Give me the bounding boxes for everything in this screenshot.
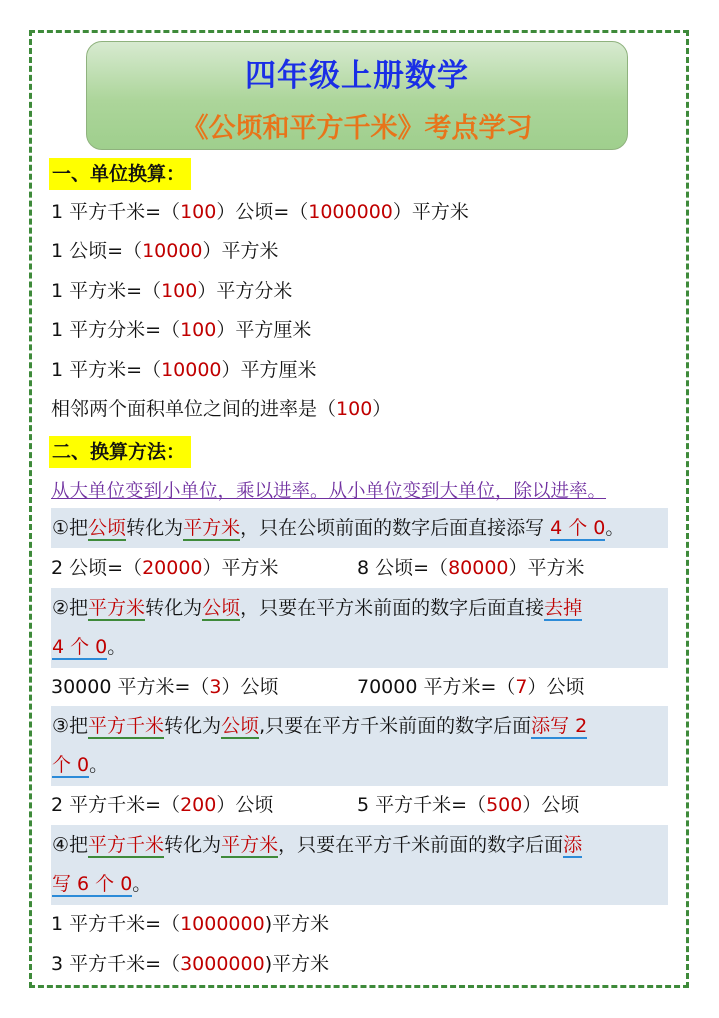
line-text: ）公顷 <box>216 794 274 816</box>
line-text: 5 平方千米=（ <box>357 794 487 816</box>
answer-value: 1000000 <box>308 201 393 223</box>
line-text: ）平方米 <box>508 557 585 579</box>
line-text: )平方米 <box>264 953 330 975</box>
line-text: ）平方米 <box>392 201 469 223</box>
line-text: 1 公顷=（ <box>51 240 143 262</box>
method-box-2 <box>51 588 668 668</box>
method-box-3 <box>51 706 668 786</box>
answer-value: 100 <box>180 319 217 341</box>
line-text: ）平方米 <box>202 557 279 579</box>
answer-value: 100 <box>161 280 198 302</box>
method-text-part: 。 <box>107 636 127 658</box>
line-text: 30000 平方米=（ <box>51 676 210 698</box>
line-text: ）平方厘米 <box>221 359 317 381</box>
answer-value: 80000 <box>448 557 509 579</box>
method-text-part: 。 <box>89 754 109 776</box>
method-text-part: 。 <box>132 873 152 895</box>
conversion-rule: 从大单位变到小单位，乘以进率。从小单位变到大单位，除以进率。 <box>51 481 607 502</box>
line-text: 1 平方米=（ <box>51 280 162 302</box>
method-text-part: ，只要在平方米前面的数字后面直接 <box>240 597 545 619</box>
unit-highlight: 平方米 <box>88 597 146 619</box>
key-highlight: 个 0 <box>52 754 90 776</box>
line-text: ） <box>372 398 392 420</box>
unit-highlight: 公顷 <box>221 715 260 737</box>
method-prefix: ③把 <box>52 715 89 737</box>
method-text <box>52 628 126 666</box>
answer-value: 10000 <box>161 359 222 381</box>
section-heading-unit-conversion: 一、单位换算： <box>49 158 191 190</box>
example-line <box>51 952 329 976</box>
answer-value: 10000 <box>142 240 203 262</box>
line-text: 1 平方米=（ <box>51 359 162 381</box>
line-text: 2 公顷=（ <box>51 557 143 579</box>
line-text: ）平方分米 <box>197 280 293 302</box>
method-text-part: 转化为 <box>164 715 222 737</box>
example-line <box>357 793 579 817</box>
method-prefix: ①把 <box>52 517 89 539</box>
unit-highlight: 平方米 <box>183 517 241 539</box>
method-text-part: 。 <box>605 517 625 539</box>
line-text: 1 平方千米=（ <box>51 913 181 935</box>
answer-value: 3 <box>209 676 222 698</box>
example-line <box>51 556 279 580</box>
line-text: 1 平方千米=（ <box>51 201 181 223</box>
line-text: 8 公顷=（ <box>357 557 449 579</box>
method-text-part: 转化为 <box>164 834 222 856</box>
line-text: 3 平方千米=（ <box>51 953 181 975</box>
page-subtitle: 《公顷和平方千米》考点学习 <box>181 113 533 144</box>
unit-highlight: 平方千米 <box>88 715 165 737</box>
answer-value: 100 <box>180 201 217 223</box>
example-line <box>357 556 585 580</box>
answer-value: 1000000 <box>180 913 265 935</box>
answer-value: 500 <box>486 794 523 816</box>
method-text <box>52 589 582 627</box>
example-line <box>51 675 279 699</box>
title-banner <box>86 41 628 150</box>
key-highlight: 4 个 0 <box>52 636 108 658</box>
line-text: ）公顷=（ <box>216 201 309 223</box>
method-text-part: ，只要在平方千米前面的数字后面 <box>278 834 564 856</box>
conversion-line <box>51 397 391 421</box>
line-text: ）公顷 <box>221 676 279 698</box>
example-line <box>357 675 585 699</box>
conversion-line <box>51 239 279 263</box>
key-highlight: 写 6 个 0 <box>52 873 133 895</box>
conversion-line <box>51 200 469 224</box>
conversion-line <box>51 318 311 342</box>
line-text: ）公顷 <box>522 794 580 816</box>
line-text: )平方米 <box>264 913 330 935</box>
line-text: 相邻两个面积单位之间的进率是（ <box>51 398 337 420</box>
conversion-line <box>51 279 292 303</box>
method-prefix: ④把 <box>52 834 89 856</box>
line-text: 70000 平方米=（ <box>357 676 516 698</box>
line-text: ）平方米 <box>202 240 279 262</box>
unit-highlight: 平方千米 <box>88 834 165 856</box>
example-line <box>51 912 329 936</box>
line-text: 2 平方千米=（ <box>51 794 181 816</box>
unit-highlight: 公顷 <box>88 517 127 539</box>
key-highlight: 添写 2 <box>531 715 588 737</box>
line-text: ）公顷 <box>527 676 585 698</box>
answer-value: 100 <box>336 398 373 420</box>
page-title: 四年级上册数学 <box>245 58 469 94</box>
method-text <box>52 865 151 903</box>
conversion-line <box>51 358 317 382</box>
method-text <box>52 509 624 547</box>
method-text-part: 转化为 <box>126 517 184 539</box>
line-text: 1 平方分米=（ <box>51 319 181 341</box>
method-text <box>52 746 108 784</box>
section-heading-conversion-method: 二、换算方法： <box>49 436 191 468</box>
unit-highlight: 公顷 <box>202 597 241 619</box>
answer-value: 20000 <box>142 557 203 579</box>
answer-value: 200 <box>180 794 217 816</box>
method-text-part: ,只要在平方千米前面的数字后面 <box>259 715 532 737</box>
key-highlight: 去掉 <box>544 597 583 619</box>
example-line <box>51 793 273 817</box>
answer-value: 3000000 <box>180 953 265 975</box>
key-highlight: 4 个 0 <box>550 517 606 539</box>
key-highlight: 添 <box>563 834 583 856</box>
method-prefix: ②把 <box>52 597 89 619</box>
line-text: ）平方厘米 <box>216 319 312 341</box>
method-box-1 <box>51 508 668 548</box>
method-text <box>52 826 582 864</box>
answer-value: 7 <box>515 676 528 698</box>
method-text-part: 转化为 <box>145 597 203 619</box>
unit-highlight: 平方米 <box>221 834 279 856</box>
method-text <box>52 707 587 745</box>
method-box-4 <box>51 825 668 905</box>
method-text-part: ，只在公顷前面的数字后面直接添写 <box>240 517 551 539</box>
